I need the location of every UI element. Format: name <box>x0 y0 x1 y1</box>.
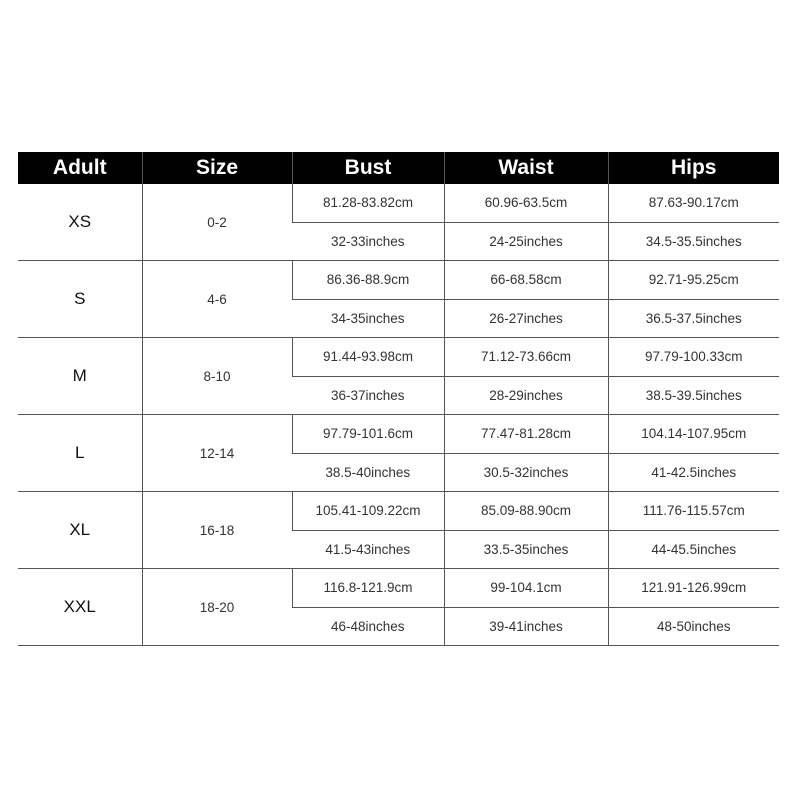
numeric-size-cell: 12-14 <box>142 415 292 492</box>
waist-cm-cell: 85.09-88.90cm <box>444 492 608 531</box>
bust-cm-cell: 81.28-83.82cm <box>292 184 444 222</box>
numeric-size-cell: 18-20 <box>142 569 292 646</box>
numeric-size-cell: 4-6 <box>142 261 292 338</box>
bust-in-cell: 38.5-40inches <box>292 453 444 492</box>
waist-in-cell: 30.5-32inches <box>444 453 608 492</box>
hips-cm-cell: 111.76-115.57cm <box>608 492 779 531</box>
bust-in-cell: 41.5-43inches <box>292 530 444 569</box>
table-header <box>18 152 779 184</box>
table-body <box>18 184 779 646</box>
bust-in-cell: 34-35inches <box>292 299 444 338</box>
hips-cm-cell: 97.79-100.33cm <box>608 338 779 377</box>
header-hips: Hips <box>608 152 779 184</box>
hips-in-cell: 34.5-35.5inches <box>608 222 779 261</box>
size-chart-table <box>18 152 779 646</box>
hips-in-cell: 38.5-39.5inches <box>608 376 779 415</box>
bust-cm-cell: 116.8-121.9cm <box>292 569 444 608</box>
bust-in-cell: 36-37inches <box>292 376 444 415</box>
table-row-xs-cm <box>18 184 779 222</box>
waist-cm-cell: 66-68.58cm <box>444 261 608 300</box>
numeric-size-cell: 8-10 <box>142 338 292 415</box>
bust-in-cell: 46-48inches <box>292 607 444 646</box>
adult-size-cell: S <box>18 261 142 338</box>
table-row-m-cm <box>18 338 779 377</box>
waist-in-cell: 33.5-35inches <box>444 530 608 569</box>
bust-cm-cell: 97.79-101.6cm <box>292 415 444 454</box>
header-bust: Bust <box>292 152 444 184</box>
numeric-size-cell: 16-18 <box>142 492 292 569</box>
hips-cm-cell: 92.71-95.25cm <box>608 261 779 300</box>
adult-size-cell: XS <box>18 184 142 261</box>
adult-size-cell: L <box>18 415 142 492</box>
table-row-xxl-cm <box>18 569 779 608</box>
adult-size-cell: M <box>18 338 142 415</box>
adult-size-cell: XL <box>18 492 142 569</box>
header-row <box>18 152 779 184</box>
hips-in-cell: 48-50inches <box>608 607 779 646</box>
table-row-l-cm <box>18 415 779 454</box>
bust-in-cell: 32-33inches <box>292 222 444 261</box>
waist-cm-cell: 60.96-63.5cm <box>444 184 608 222</box>
waist-in-cell: 28-29inches <box>444 376 608 415</box>
numeric-size-cell: 0-2 <box>142 184 292 261</box>
header-waist: Waist <box>444 152 608 184</box>
hips-in-cell: 41-42.5inches <box>608 453 779 492</box>
header-size: Size <box>142 152 292 184</box>
waist-in-cell: 24-25inches <box>444 222 608 261</box>
hips-in-cell: 44-45.5inches <box>608 530 779 569</box>
table-row-s-cm <box>18 261 779 300</box>
hips-in-cell: 36.5-37.5inches <box>608 299 779 338</box>
bust-cm-cell: 105.41-109.22cm <box>292 492 444 531</box>
bust-cm-cell: 86.36-88.9cm <box>292 261 444 300</box>
table-row-xl-cm <box>18 492 779 531</box>
waist-cm-cell: 77.47-81.28cm <box>444 415 608 454</box>
hips-cm-cell: 121.91-126.99cm <box>608 569 779 608</box>
waist-cm-cell: 71.12-73.66cm <box>444 338 608 377</box>
header-adult: Adult <box>18 152 142 184</box>
waist-in-cell: 26-27inches <box>444 299 608 338</box>
waist-in-cell: 39-41inches <box>444 607 608 646</box>
waist-cm-cell: 99-104.1cm <box>444 569 608 608</box>
bust-cm-cell: 91.44-93.98cm <box>292 338 444 377</box>
adult-size-cell: XXL <box>18 569 142 646</box>
hips-cm-cell: 87.63-90.17cm <box>608 184 779 222</box>
hips-cm-cell: 104.14-107.95cm <box>608 415 779 454</box>
